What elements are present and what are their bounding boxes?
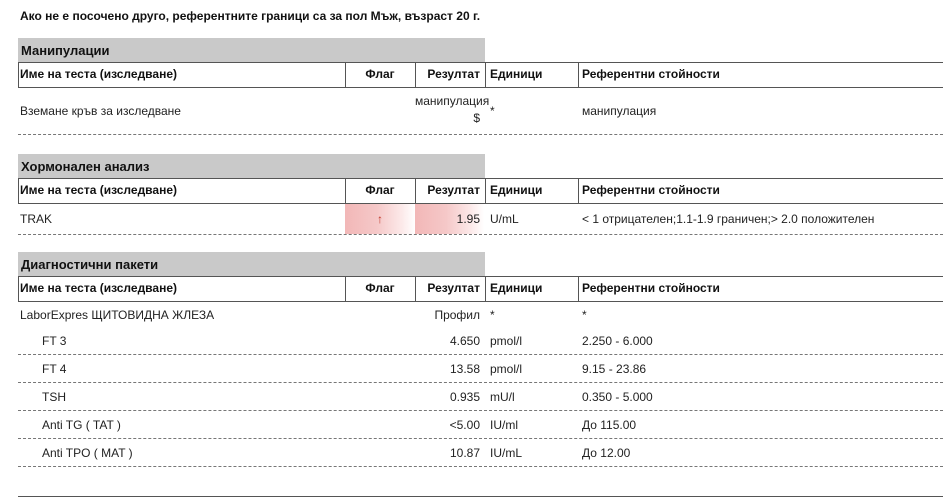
col-divider [18, 277, 19, 301]
col-divider [578, 179, 579, 203]
test-result: Профил [434, 307, 480, 322]
table-row [18, 439, 943, 467]
table-header [18, 62, 943, 88]
section-hormonal-analysis [18, 154, 943, 235]
table-row [18, 355, 943, 383]
test-unit: pmol/l [490, 361, 523, 376]
header-flag: Флаг [365, 183, 395, 197]
col-divider [18, 179, 19, 203]
header-ref: Референтни стойности [582, 183, 720, 197]
test-unit: * [490, 307, 495, 322]
reference-note: Ако не е посочено друго, референтните граници са за пол Мъж, възраст 20 г. [20, 9, 481, 23]
test-unit: pmol/l [490, 333, 523, 348]
header-unit: Единици [490, 281, 543, 295]
test-unit: IU/mL [490, 445, 523, 460]
header-result: Резултат [427, 281, 480, 295]
col-divider [578, 277, 579, 301]
col-divider [415, 277, 416, 301]
header-name: Име на теста (изследване) [20, 67, 177, 81]
test-flag [345, 383, 415, 410]
test-flag [345, 327, 415, 354]
test-flag [345, 88, 415, 134]
header-result: Резултат [427, 183, 480, 197]
test-flag [345, 411, 415, 438]
result-line: манипулация [415, 94, 490, 108]
header-name: Име на теста (изследване) [20, 281, 177, 295]
header-ref: Референтни стойности [582, 281, 720, 295]
test-name: Вземане кръв за изследване [20, 104, 181, 118]
col-divider [485, 277, 486, 301]
table-header [18, 178, 943, 204]
header-unit: Единици [490, 67, 543, 81]
test-unit: mU/l [490, 389, 515, 404]
section-manipulations [18, 38, 943, 135]
header-unit: Единици [490, 183, 543, 197]
test-result: 10.87 [449, 445, 480, 460]
test-ref: * [582, 307, 587, 322]
table-row [18, 383, 943, 411]
test-name: FT 3 [42, 333, 67, 348]
col-divider [345, 179, 346, 203]
section-title: Хормонален анализ [18, 154, 485, 178]
test-ref: 9.15 - 23.86 [582, 361, 647, 376]
table-row [18, 88, 943, 135]
test-flag [345, 355, 415, 382]
test-unit: IU/ml [490, 417, 518, 432]
header-flag: Флаг [365, 281, 395, 295]
test-result: 0.935 [449, 389, 480, 404]
test-name: Anti TG ( TAT ) [42, 417, 121, 432]
test-unit: * [490, 104, 495, 118]
test-result: 1.95 [415, 204, 484, 234]
col-divider [578, 63, 579, 87]
table-header [18, 276, 943, 302]
test-result: <5.00 [449, 417, 480, 432]
test-unit: U/mL [490, 212, 519, 226]
test-ref: 0.350 - 5.000 [582, 389, 653, 404]
test-result [415, 88, 490, 134]
package-name: LaborExpres ЩИТОВИДНА ЖЛЕЗА [20, 307, 215, 322]
flag-high-indicator: ↑ [345, 204, 415, 234]
section-title: Манипулации [18, 38, 485, 62]
header-flag: Флаг [365, 67, 395, 81]
col-divider [415, 179, 416, 203]
test-name: TSH [42, 389, 66, 404]
header-result: Резултат [427, 67, 480, 81]
header-ref: Референтни стойности [582, 67, 720, 81]
table-row [18, 411, 943, 439]
page-divider [18, 496, 943, 497]
test-name: Anti TPO ( MAT ) [42, 445, 133, 460]
table-row [18, 302, 943, 327]
test-ref: До 115.00 [582, 417, 637, 432]
test-result: 13.58 [449, 361, 480, 376]
table-row [18, 204, 943, 235]
test-ref: манипулация [582, 104, 657, 118]
col-divider [485, 179, 486, 203]
test-ref: 2.250 - 6.000 [582, 333, 653, 348]
result-line: $ [473, 111, 480, 125]
test-flag [345, 439, 415, 466]
col-divider [485, 63, 486, 87]
col-divider [345, 63, 346, 87]
test-name: TRAK [20, 212, 53, 226]
section-diagnostic-packages [18, 252, 943, 467]
col-divider [415, 63, 416, 87]
test-flag [345, 302, 415, 327]
test-ref: < 1 отрицателен;1.1-1.9 граничен;> 2.0 положителен [582, 212, 875, 226]
test-result: 4.650 [449, 333, 480, 348]
header-name: Име на теста (изследване) [20, 183, 177, 197]
test-name: FT 4 [42, 361, 67, 376]
section-title: Диагностични пакети [18, 252, 485, 276]
table-row [18, 327, 943, 355]
col-divider [18, 63, 19, 87]
test-ref: До 12.00 [582, 445, 631, 460]
col-divider [345, 277, 346, 301]
